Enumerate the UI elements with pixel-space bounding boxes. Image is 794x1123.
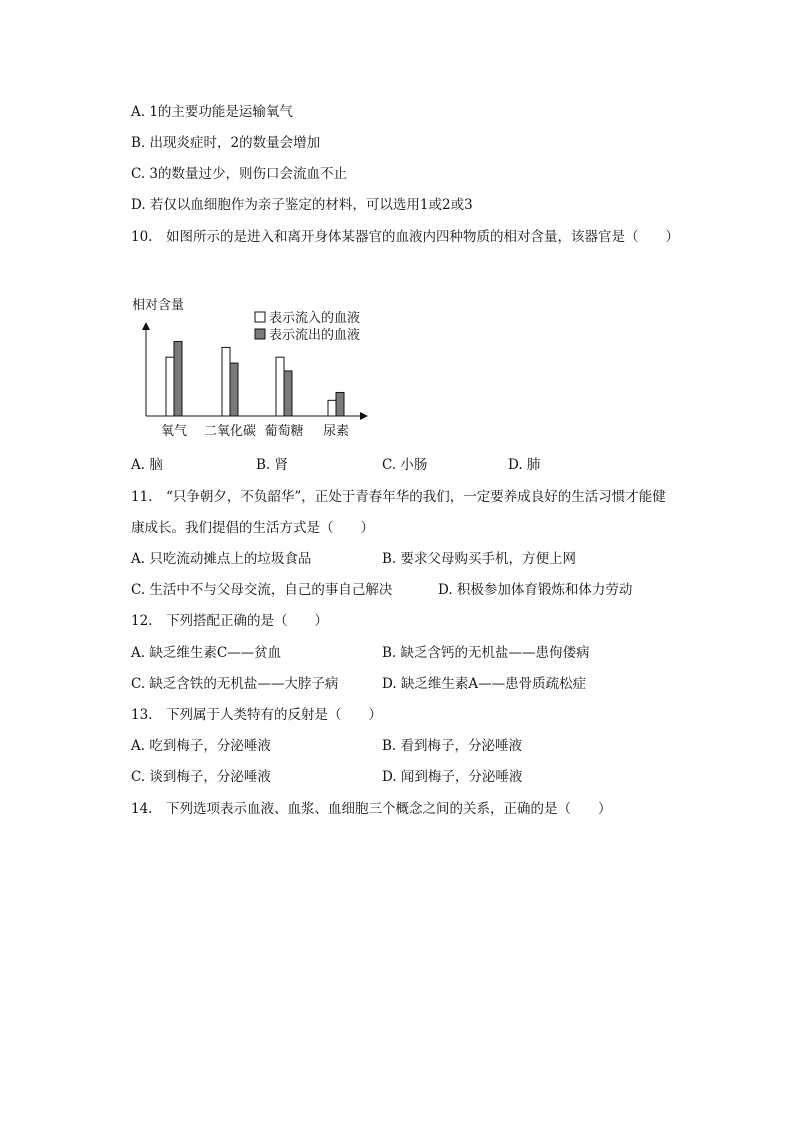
bar-chart-svg [126, 288, 386, 444]
q9-option-d: D. 若仅以血细胞作为亲子鉴定的材料，可以选用1或2或3 [131, 197, 473, 213]
q9-option-b: B. 出现炎症时，2的数量会增加 [131, 135, 321, 151]
bar-outflow-3 [336, 392, 344, 416]
x-tick-label-2: 葡萄糖 [264, 424, 304, 439]
x-tick-label-0: 氧气 [160, 424, 188, 439]
q10-option-a: A. 脑 [131, 457, 163, 473]
legend-label-1: 表示流出的血液 [269, 328, 361, 343]
bar-outflow-0 [174, 342, 182, 416]
q10-stem: 10. 如图所示的是进入和离开身体某器官的血液内四种物质的相对含量，该器官是（ ） [131, 229, 679, 245]
q13-option-b: B. 看到梅子，分泌唾液 [382, 738, 523, 754]
q9-option-c: C. 3的数量过少，则伤口会流血不止 [131, 166, 348, 182]
q11-option-b: B. 要求父母购买手机，方便上网 [382, 551, 577, 567]
bar-outflow-2 [284, 371, 292, 416]
q10-option-d: D. 肺 [508, 457, 541, 473]
bar-inflow-0 [166, 357, 174, 416]
q12-option-c: C. 缺乏含铁的无机盐——大脖子病 [131, 676, 339, 692]
legend-label-0: 表示流入的血液 [269, 311, 361, 326]
q11-option-a: A. 只吃流动摊点上的垃圾食品 [131, 551, 312, 567]
q9-option-a: A. 1的主要功能是运输氧气 [131, 104, 293, 120]
q11-option-c: C. 生活中不与父母交流，自己的事自己解决 [131, 582, 393, 598]
q10-option-b: B. 肾 [256, 457, 289, 473]
legend-swatch-0 [255, 312, 265, 322]
x-tick-label-3: 尿素 [322, 424, 350, 439]
q12-stem: 12. 下列搭配正确的是（ ） [131, 613, 328, 629]
bar-inflow-2 [276, 357, 284, 416]
q12-option-b: B. 缺乏含钙的无机盐——患佝偻病 [382, 645, 590, 661]
legend-swatch-1 [255, 329, 265, 339]
bar-outflow-1 [230, 363, 238, 416]
q11-option-d: D. 积极参加体育锻炼和体力劳动 [438, 582, 633, 598]
q12-option-d: D. 缺乏维生素A——患骨质疏松症 [382, 676, 587, 692]
bar-inflow-3 [328, 400, 336, 416]
q14-stem: 14. 下列选项表示血液、血浆、血细胞三个概念之间的关系，正确的是（ ） [131, 801, 612, 817]
bar-inflow-1 [222, 347, 230, 416]
q12-option-a: A. 缺乏维生素C——贫血 [131, 645, 282, 661]
q11-stem-line2: 康成长。我们提倡的生活方式是（ ） [131, 520, 374, 536]
q13-option-c: C. 谈到梅子，分泌唾液 [131, 769, 271, 785]
q11-stem-line1: 11. “只争朝夕，不负韶华”，正处于青春年华的我们，一定要养成良好的生活习惯才能健 [131, 489, 666, 505]
x-tick-label-1: 二氧化碳 [203, 424, 257, 439]
q13-stem: 13. 下列属于人类特有的反射是（ ） [131, 707, 382, 723]
y-axis-label: 相对含量 [132, 298, 185, 313]
q10-bar-chart [126, 288, 386, 444]
q13-option-a: A. 吃到梅子，分泌唾液 [131, 738, 271, 754]
q13-option-d: D. 闻到梅子，分泌唾液 [382, 769, 523, 785]
q10-option-c: C. 小肠 [382, 457, 428, 473]
